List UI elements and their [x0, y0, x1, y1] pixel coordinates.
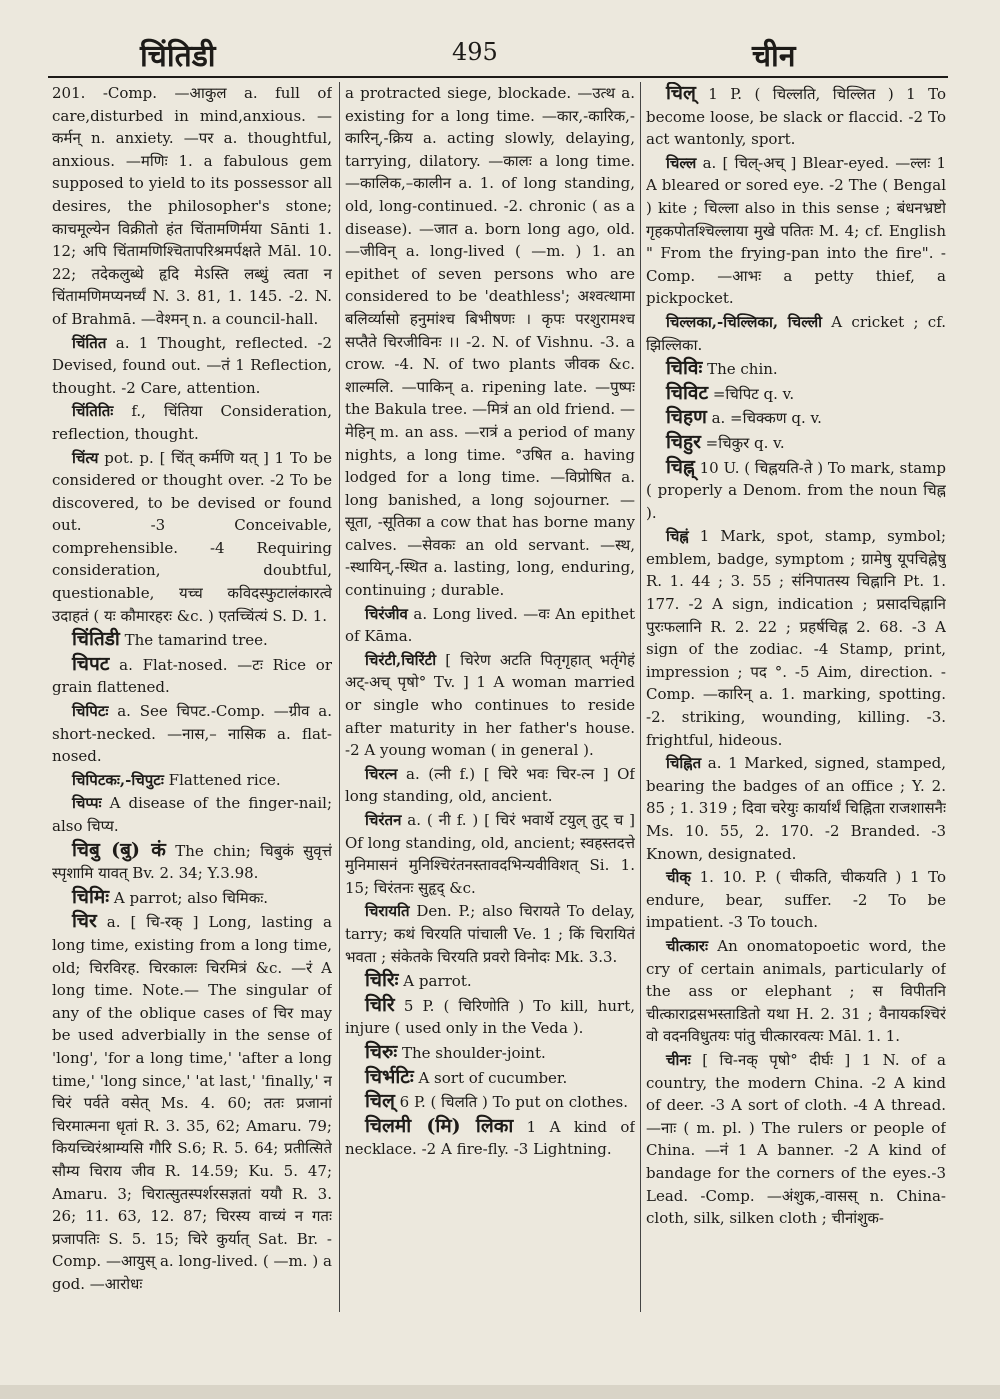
entry-definition: The shoulder-joint. [397, 1043, 546, 1062]
dictionary-entry [646, 357, 946, 381]
entry-definition: The tamarind tree. [119, 631, 268, 650]
dictionary-entry [52, 628, 332, 652]
entry-definition: [ चि-नक् पृषो° दीर्घः ] 1 N. of a country, the modern China. -2 A kind of deer. -3 A sort of cloth. -4 A thread. —नाः ( m. pl. ) The rulers or people of China. —नं 1 A banner. -2 A kind of bandage for the corners of the eyes.-3 Lead. -Comp. —अंशुक,-वासस् n. China-cloth, silk, silken cloth ; चीनांशुक- [646, 1050, 946, 1228]
column-3 [646, 82, 946, 1382]
entry-definition: a. 1 Marked, signed, stamped, bearing the badges of an office ; Y. 2. 85 ; 1. 319 ; दिवा चरेयुः कार्यार्थं चिह्निता राजशासनैः Ms. 10. 55, 2. 170. -2 Branded. -3 Known, designated. [646, 754, 946, 863]
entry-definition: a. See चिपट.-Comp. —ग्रीव a. short-necked. —नास,– नासिक a. flat-nosed. [52, 702, 332, 766]
entry-definition: a. Flat-nosed. —टः Rice or grain flattened. [52, 655, 332, 697]
column-divider [640, 82, 641, 1312]
entry-definition: a. [ चि-रक् ] Long, lasting a long time, existing from a long time, old; चिरविरह. चिरकालः चिरमित्रं &c. —रं A long time. Note.— The singular of any of the oblique cases of चिर may be used adverbially in the sense of 'long', 'for a long time,' 'after a long time,' 'long since,' 'at last,' 'finally,' न चिरं पर्वते वसेत् Ms. 4. 60; ततः प्रजानां चिरमात्मना धृतां R. 3. 35, 62; Amaru. 79; कियच्चिरंश्राम्यसि गौरि S.6; R. 5. 64; प्रतीत्सिते सौम्य चिराय जीव R. 14.59; Ku. 5. 47; Amaru. 3; चिरात्सुतस्पर्शरसज्ञतां ययौ R. 3. 26; 11. 63, 12. 87; चिरस्य वाच्यं न गतः प्रजापतिः S. 5. 15; चिरे कुर्यात् Sat. Br. -Comp. —आयुस् a. long-lived. ( —m. ) a god. —आरोधः [52, 913, 332, 1293]
entry-headword: चिह्नं [666, 527, 689, 546]
column-divider [339, 82, 340, 1312]
entry-headword: चीनः [666, 1050, 691, 1069]
dictionary-entry [345, 763, 635, 808]
entry-definition: =चिपिट q. v. [708, 384, 795, 403]
dictionary-entry [345, 900, 635, 968]
entry-headword: चिरंटी,चिरिंटी [365, 650, 437, 669]
entry-definition: The chin. [702, 360, 778, 379]
entry-headword: चिबु (बु) कं [72, 838, 166, 861]
entry-headword: चिमिः [72, 885, 110, 908]
entry-definition: Den. P.; also चिरायते To delay, tarry; कथं चिरयति पांचाली Ve. 1 ; किं चिरायितं भवता ; संकेतके चिरयति प्रवरो विनोदः Mk. 3.3. [345, 902, 635, 966]
entry-definition: 201. -Comp. —आकुल a. full of care,disturbed in mind,anxious. —कर्मन् n. anxiety. —पर a. thoughtful, anxious. —मणिः 1. a fabulous gem supposed to yield to its possessor all desires, the philosopher's stone; काचमूल्येन विक्रीतो हंत चिंतामणिर्मया Sānti 1. 12; अपि चिंतामणिश्चितापरिश्रमर्पक्षते Māl. 10. 22; तदेकलुब्धे हृदि मेऽस्ति लब्धुं त्वता न चिंतामणिमप्यनर्घ्यं N. 3. 81, 1. 145. -2. N. of Brahmā. —वेश्मन् n. a council-hall. [52, 84, 332, 328]
dictionary-entry [646, 311, 946, 356]
dictionary-entry [345, 1115, 635, 1161]
entry-definition: A sort of cucumber. [413, 1068, 568, 1087]
entry-definition: f., चिंतिया Consideration, reflection, thought. [52, 402, 332, 443]
dictionary-entry [646, 752, 946, 865]
entry-headword: चिरत्न [365, 764, 398, 783]
entry-definition: 10 U. ( चिह्नयति-ते ) To mark, stamp ( properly a Denom. from the noun चिह्न ). [646, 458, 946, 522]
header-left-word: चिंतिडी [140, 39, 216, 74]
dictionary-entry [646, 152, 946, 310]
entry-headword: चिरिः [365, 969, 399, 992]
entry-headword: चिपिटकः,-चिपुटः [72, 770, 164, 789]
column-1 [52, 82, 332, 1382]
dictionary-entry [52, 447, 332, 628]
dictionary-entry [52, 886, 332, 910]
dictionary-entry [646, 82, 946, 151]
entry-headword: चिलमी (मि) लिका [365, 1114, 514, 1137]
entry-definition: a. 1 Thought, reflected. -2 Devised, found out. —तं 1 Reflection, thought. -2 Care, attention. [52, 333, 332, 397]
entry-definition: A cricket ; cf. झिल्लिका. [646, 312, 946, 354]
entry-headword: चिल्लका,-चिल्लिका, चिल्ली [666, 312, 823, 331]
dictionary-entry [345, 994, 635, 1040]
entry-definition: The chin; चिबुकं सुवृत्तं स्पृशामि यावत् Bv. 2. 34; Y.3.98. [52, 841, 332, 883]
entry-definition: 1 P. ( चिल्लति, चिल्लित ) 1 To become loose, be slack or flaccid. -2 To act wantonly, sport. [646, 85, 946, 149]
dictionary-entry [345, 603, 635, 648]
entry-definition: A disease of the finger-nail; also चिप्य. [52, 794, 332, 835]
entry-headword: चिर्भटिः [365, 1065, 414, 1088]
entry-headword: चिविः [666, 357, 703, 380]
entry-headword: चिहुर [666, 430, 701, 453]
entry-definition: A parrot. [398, 972, 472, 991]
header-rule [48, 76, 948, 78]
dictionary-entry [52, 82, 332, 331]
dictionary-entry [52, 332, 332, 400]
entry-definition: An onomatopoetic word, the cry of certain animals, particularly of the ass or elephant ; स विपीतनि चीत्काराद्रसभस्ताडितो यथा H. 2. 31 ; वैनायकश्चिरं वो वदनविधुतयः पांतु चीत्कारवत्यः Māl. 1. 1. [646, 936, 946, 1046]
entry-headword: चिल् [365, 1090, 395, 1113]
dictionary-entry [52, 910, 332, 1295]
entry-definition: 1 Mark, spot, stamp, symbol; emblem, badge, symptom ; ग्रामेषु यूपचिह्नेषु R. 1. 44 ; 3. 55 ; संनिपातस्य चिह्नानि Pt. 1. 177. -2 A sign, indication ; प्रसादचिह्नानि पुरःफलानि R. 2. 22 ; प्रहर्षचिह्न 2. 68. -3 A sign of the zodiac. -4 Stamp, print, impression ; पद °. -5 Aim, direction. -Comp. —कारिन् a. 1. marking, spotting. -2. striking, wounding, killing. -3. frightful, hideous. [646, 527, 946, 749]
entry-definition: 5 P. ( चिरिणोति ) To kill, hurt, injure ( used only in the Veda ). [345, 996, 635, 1038]
entry-headword: चिंत्य [72, 448, 99, 467]
dictionary-entry [345, 649, 635, 762]
dictionary-entry [52, 653, 332, 699]
entry-headword: चिहण [666, 406, 707, 429]
dictionary-entry [345, 1041, 635, 1065]
entry-headword: चिल् [666, 82, 696, 104]
entry-headword: चिंतिडी [72, 628, 120, 651]
entry-headword: चिपिटः [72, 702, 109, 721]
page-edge [0, 1385, 1000, 1399]
dictionary-entry [646, 406, 946, 430]
entry-headword: चिल्ल [666, 153, 697, 172]
entry-definition: 1. 10. P. ( चीकति, चीकयति ) 1 To endure, bear, suffer. -2 To be impatient. -3 To touch. [646, 868, 946, 932]
entry-headword: चिह्न् [666, 455, 695, 478]
entry-definition: [ चिरेण अटति पितृगृहात् भर्तृगेहं अट्-अच् पृषो° Tv. ] 1 A woman married or single who continues to reside after maturity in her father's house. -2 A young woman ( in general ). [345, 650, 635, 760]
entry-definition: a. (त्नी f.) [ चिरे भवः चिर-त्न ] Of long standing, old, ancient. [345, 764, 635, 806]
entry-headword: चिप्पः [72, 794, 102, 813]
header-right-word: चीन [752, 39, 796, 74]
entry-headword: चिरंतन [365, 811, 402, 829]
dictionary-entry [52, 769, 332, 792]
entry-headword: चिंतितिः [72, 402, 114, 421]
page-number: 495 [452, 38, 498, 66]
entry-headword: चिरि [365, 993, 395, 1016]
dictionary-entry [646, 935, 946, 1048]
entry-definition: 6 P. ( चिलति ) To put on clothes. [394, 1093, 628, 1112]
entry-definition: A parrot; also चिमिकः. [109, 888, 269, 907]
entry-definition: a. =चिक्कण q. v. [706, 409, 822, 428]
dictionary-entry [52, 792, 332, 837]
entry-headword: चिरंजीव [365, 604, 408, 623]
dictionary-entry [52, 700, 332, 768]
entry-headword: चिविट [666, 381, 709, 404]
dictionary-entry [345, 969, 635, 993]
entry-headword: चिरुः [365, 1040, 398, 1063]
dictionary-entry [345, 1066, 635, 1090]
dictionary-entry [646, 456, 946, 525]
dictionary-entry [52, 839, 332, 885]
entry-headword: चीत्कारः [666, 936, 709, 955]
dictionary-entry [646, 866, 946, 934]
entry-headword: चिंतित [72, 333, 107, 352]
dictionary-entry [345, 82, 635, 602]
entry-definition: =चिकुर q. v. [700, 433, 785, 452]
entry-definition: Flattened rice. [163, 770, 281, 789]
entry-definition: a. [ चिल्-अच् ] Blear-eyed. —ल्लः 1 A bleared or sored eye. -2 The ( Bengal ) kite ; चिल्ला also in this sense ; बंधनभ्रष्टो गृहकपोतश्चिल्लाया मुखे पतितः M. 4; cf. English " From the frying-pan into the fire". -Comp. —आभः a petty thief, a pickpocket. [646, 153, 946, 308]
entry-headword: चिरायति [365, 902, 410, 921]
dictionary-entry [646, 382, 946, 406]
entry-headword: चीक् [666, 868, 691, 887]
dictionary-entry [52, 400, 332, 445]
entry-definition: a. ( नी f. ) [ चिरं भवार्थे टयुल् तुट् च ] Of long standing, old, ancient; स्वहस्तदत्ते मुनिमासनं मुनिश्चिरंतनस्तावदभिन्यवीविशत् Si. 1. 15; चिरंतनः सुहृद् &c. [345, 811, 635, 897]
dictionary-entry [646, 1049, 946, 1230]
entry-definition: a. Long lived. —वः An epithet of Kāma. [345, 604, 635, 646]
entry-definition: pot. p. [ चिंत् कर्मणि यत् ] 1 To be considered or thought over. -2 To be discovered, to be devised or found out. -3 Conceivable, comprehensible. -4 Requiring consideration, doubtful, questionable, यच्च कविदस्फुटालंकारत्वे उदाहतं ( यः कौमारहरः &c. ) एतच्चिंत्यं S. D. 1. [52, 448, 332, 625]
entry-definition: 1 A kind of necklace. -2 A fire-fly. -3 Lightning. [345, 1117, 635, 1159]
dictionary-entry [345, 1090, 635, 1114]
entry-headword: चिह्नित [666, 754, 702, 773]
dictionary-entry [646, 431, 946, 455]
dictionary-entry [646, 525, 946, 751]
entry-headword: चिर [72, 910, 97, 933]
dictionary-entry [345, 809, 635, 899]
entry-headword: चिपट [72, 652, 110, 675]
column-2 [345, 82, 635, 1382]
entry-definition: a protracted siege, blockade. —उत्थ a. existing for a long time. —कार,-कारिक,-कारिन्,-क्रिय a. acting slowly, delaying, tarrying, dilatory. —कालः a long time. —कालिक,–कालीन a. 1. of long standing, old, long-continued. -2. chronic ( as a disease). —जात a. born long ago, old. —जीविन् a. long-lived ( —m. ) 1. an epithet of seven persons who are considered to be 'deathless'; अश्वत्थामा बलिर्व्यासो हनुमांश्च बिभीषणः । कृपः परशुरामश्च सप्तैते चिरजीविनः ।। -2. N. of Vishnu. -3. a crow. -4. N. of two plants जीवक &c. शाल्मलि. —पाकिन् a. ripening late. —पुष्पः the Bakula tree. —मित्रं an old friend. —मेहिन् m. an ass. —रात्रं a period of many nights, a long time. °उषित a. having lodged for a long time. —विप्रोषित a. long banished, a long sojourner. —सूता, -सूतिका a cow that has borne many calves. —सेवकः an old servant. —स्थ, -स्थायिन्,-स्थित a. lasting, long, enduring, continuing ; durable. [345, 84, 635, 600]
